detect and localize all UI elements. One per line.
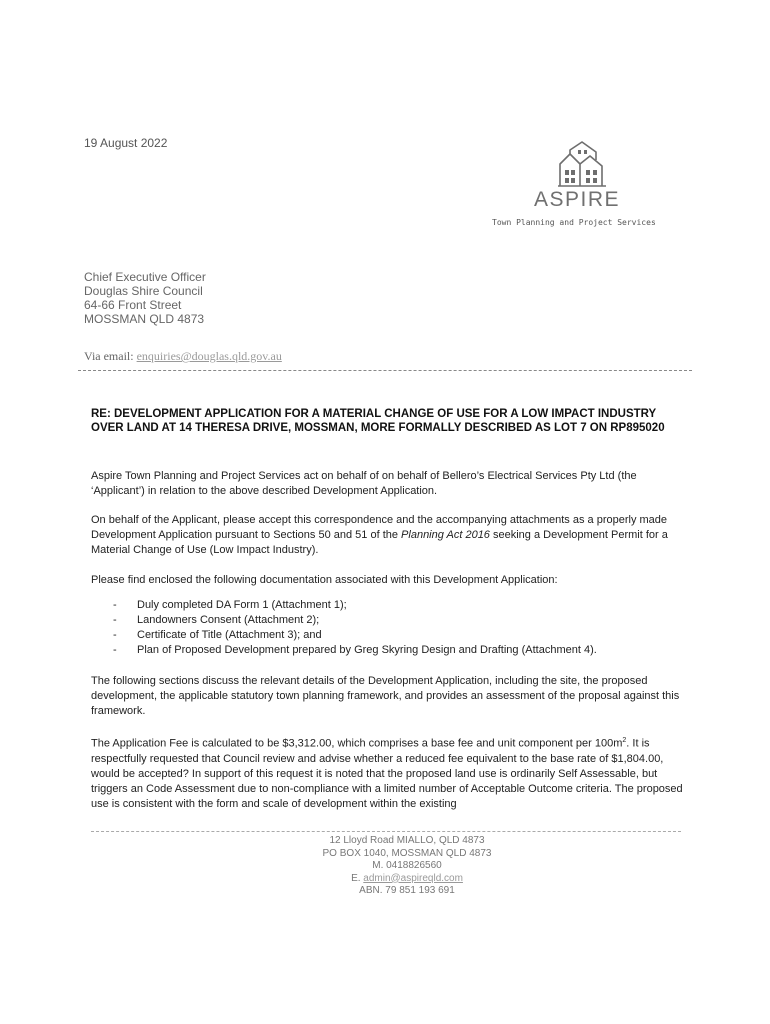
header-divider bbox=[78, 370, 692, 371]
houses-icon bbox=[556, 140, 608, 188]
attachment-list bbox=[113, 598, 597, 658]
footer-email-line bbox=[91, 873, 723, 886]
list-item bbox=[113, 613, 597, 628]
recipient-address bbox=[84, 270, 206, 326]
list-bullet: - bbox=[113, 629, 117, 641]
list-item-text: Landowners Consent (Attachment 2); bbox=[137, 614, 320, 626]
recipient-line: Douglas Shire Council bbox=[84, 284, 203, 298]
recipient-line: MOSSMAN QLD 4873 bbox=[84, 312, 205, 326]
list-item-text: Certificate of Title (Attachment 3); and bbox=[137, 629, 322, 641]
list-bullet: - bbox=[113, 599, 117, 611]
list-item-text: Plan of Proposed Development prepared by Greg Skyring Design and Drafting (Attachment 4). bbox=[137, 644, 597, 656]
list-bullet: - bbox=[113, 644, 117, 656]
letter-date: 19 August 2022 bbox=[84, 136, 168, 150]
paragraph-fee bbox=[91, 733, 693, 812]
list-item-text: Duly completed DA Form 1 (Attachment 1); bbox=[137, 599, 347, 611]
superscript: 2 bbox=[622, 737, 627, 744]
paragraph-text: seeking a Development Permit for a Material Change of Use (Low Impact Industry). bbox=[91, 529, 668, 556]
list-item bbox=[113, 643, 597, 658]
paragraph-text: On behalf of the Applicant, please accept this correspondence and the accompanying attachments as a properly made Development Application pursuant to Sections 50 and 51 of the bbox=[91, 514, 668, 541]
recipient-line: 64-66 Front Street bbox=[84, 298, 182, 312]
recipient-email-link[interactable]: enquiries@douglas.qld.gov.au bbox=[136, 349, 282, 363]
logo-wordmark: ASPIRE bbox=[534, 188, 621, 211]
list-item bbox=[113, 628, 597, 643]
footer-po-box: PO BOX 1040, MOSSMAN QLD 4873 bbox=[322, 847, 492, 859]
via-email bbox=[84, 349, 282, 364]
footer-email-label: E. bbox=[351, 872, 361, 884]
paragraph-text: . It is respectfully requested that Council review and advise whether a reduced fee equivalent to the base rate of $1,804.00, would be accepted? In support of this request it is noted that the proposed land use is ordinarily Self Assessable, but triggers an Code Assessment due to non-compliance with a limited number of Acceptable Outcome criteria. The proposed use is consistent with the form and scale of development within the existing bbox=[91, 737, 683, 810]
aspire-logo bbox=[486, 140, 666, 232]
paragraph-application bbox=[91, 513, 693, 558]
paragraph-intro: Aspire Town Planning and Project Services act on behalf of on behalf of Bellero’s Electrical Services Pty Ltd (the ‘Applicant’) in relation to the above described Development Application. bbox=[91, 470, 637, 497]
list-item bbox=[113, 598, 597, 613]
footer-abn: ABN. 79 851 193 691 bbox=[359, 885, 455, 896]
logo-tagline: Town Planning and Project Services bbox=[492, 218, 656, 227]
act-title: Planning Act 2016 bbox=[401, 529, 490, 541]
footer-mobile: M. 0418826560 bbox=[372, 860, 442, 871]
paragraph-text: The Application Fee is calculated to be $3,312.00, which comprises a base fee and unit component per 100m bbox=[91, 737, 623, 750]
footer-email-link[interactable]: admin@aspireqld.com bbox=[363, 872, 463, 884]
letter-subject: RE: DEVELOPMENT APPLICATION FOR A MATERIAL CHANGE OF USE FOR A LOW IMPACT INDUSTRY OVER LAND AT 14 THERESA DRIVE, MOSSMAN, MORE FORMALLY DESCRIBED AS LOT 7 ON RP895020 bbox=[91, 408, 665, 434]
via-label: Via email: bbox=[84, 349, 134, 363]
letter-footer bbox=[91, 835, 723, 898]
paragraph-sections: The following sections discuss the relevant details of the Development Application, including the site, the proposed development, the applicable statutory town planning framework, and provides an assessment of the proposal against this framework. bbox=[91, 675, 680, 717]
footer-address: 12 Lloyd Road MIALLO, QLD 4873 bbox=[329, 835, 485, 846]
list-bullet: - bbox=[113, 614, 117, 626]
paragraph-documentation: Please find enclosed the following documentation associated with this Development Application: bbox=[91, 574, 558, 586]
footer-divider bbox=[91, 831, 681, 832]
recipient-line: Chief Executive Officer bbox=[84, 270, 206, 284]
